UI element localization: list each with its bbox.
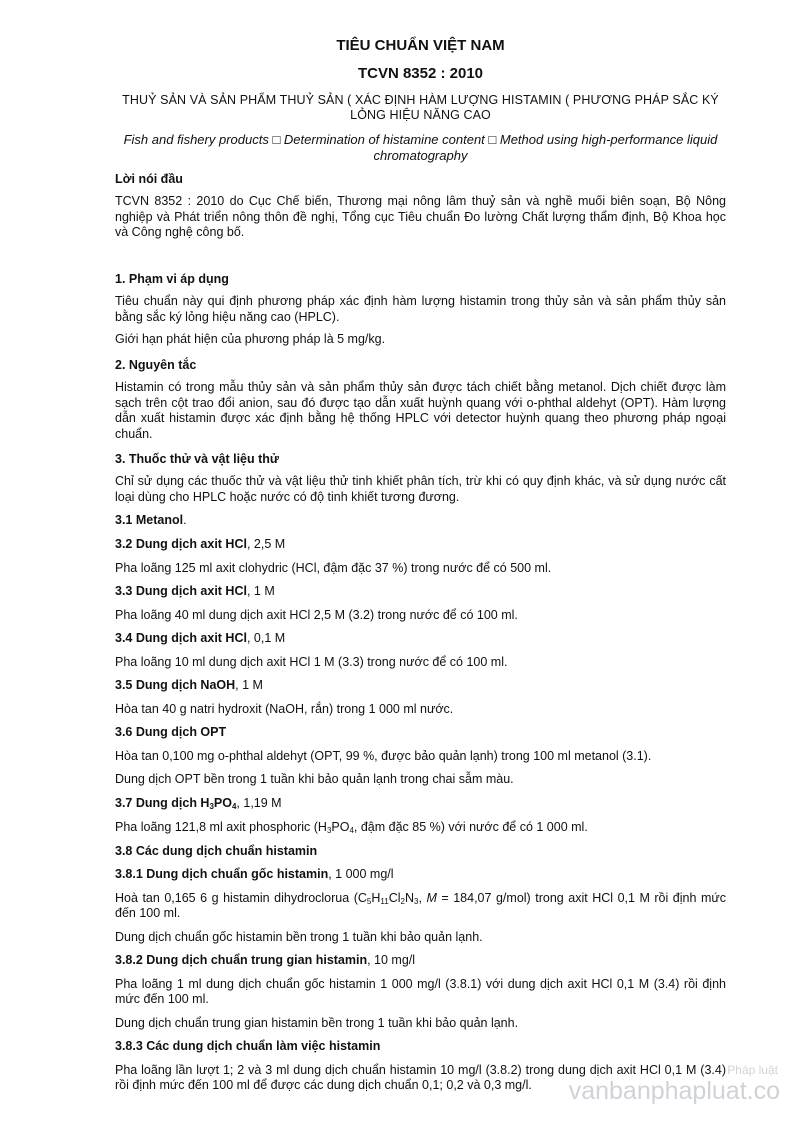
section-1-paragraph-2: Giới hạn phát hiện của phương pháp là 5 mg/kg. (115, 332, 386, 346)
subsection-3-8-heading: 3.8 Các dung dịch chuẩn histamin (115, 844, 318, 858)
foreword-heading: Lời nói đầu (115, 172, 183, 186)
section-2-heading: 2. Nguyên tắc (115, 358, 197, 372)
subsection-3-8-2-paragraph-2: Dung dịch chuẩn trung gian histamin bền trong 1 tuần khi bảo quản lạnh. (115, 1015, 519, 1030)
subsection-3-2-concentration: , 2,5 M (246, 537, 286, 551)
foreword-section (115, 171, 726, 241)
section-2-paragraph: Histamin có trong mẫu thủy sản và sản phẩm thủy sản được tách chiết bằng metanol. Dịch chiết được làm sạch trên cột trao đổi anion, sau đó được tạo dẫn xuất huỳnh quang với o-phthal aldehyt (OPT). Hàm lượng dẫn xuất histamin được xác định bằng hệ thống HPLC với detector huỳnh quang theo phương pháp ngoại chuẩn. (115, 380, 726, 441)
subsection-3-3-heading: 3.3 Dung dịch axit HCl (115, 584, 247, 598)
subsection-3-8 (115, 843, 726, 859)
section-3-heading: 3. Thuốc thử và vật liệu thử (115, 452, 279, 466)
english-title: Fish and fishery products □ Determination of histamine content □ Method using high-performance liquid chromatography (123, 132, 718, 163)
subsection-3-8-2 (115, 953, 726, 1031)
subsection-3-5-paragraph: Hòa tan 40 g natri hydroxit (NaOH, rắn) trong 1 000 ml nước. (115, 701, 454, 716)
subsection-3-3 (115, 584, 726, 623)
section-1 (115, 271, 726, 348)
section-1-paragraph-1: Tiêu chuẩn này qui định phương pháp xác định hàm lượng histamin trong thủy sản và sản phẩm thủy sản bằng sắc ký lỏng hiệu năng cao (HPLC). (115, 294, 726, 324)
subsection-3-5-heading: 3.5 Dung dịch NaOH (115, 678, 236, 692)
subsection-3-4-paragraph: Pha loãng 10 ml dung dịch axit HCl 1 M (3.3) trong nước để có 100 ml. (115, 654, 508, 669)
subsection-3-8-2-heading: 3.8.2 Dung dịch chuẩn trung gian histamin (115, 953, 368, 967)
subsection-3-4-concentration: , 0,1 M (246, 631, 286, 645)
standard-code: TCVN 8352 : 2010 (357, 65, 484, 82)
subsection-3-1-heading: 3.1 Metanol (115, 513, 184, 527)
subsection-3-3-concentration: , 1 M (246, 584, 275, 598)
subsection-3-5-concentration: , 1 M (235, 678, 263, 692)
watermark-small-text: Pháp luật (727, 1063, 778, 1077)
watermark-site-name: vanbanphapluat.co (568, 1077, 780, 1105)
vietnamese-title: THUỶ SẢN VÀ SẢN PHẨM THUỶ SẢN ( XÁC ĐỊNH HÀM LƯỢNG HISTAMIN ( PHƯƠNG PHÁP SẮC KÝ LỎNG HIỆU NĂNG CAO (122, 93, 719, 122)
subsection-3-8-2-paragraph: Pha loãng 1 ml dung dịch chuẩn gốc histamin 1 000 mg/l (3.8.1) với dung dịch axit HCl 0,1 M (3.4) rồi định mức đến 100 ml. (115, 976, 726, 1006)
subsection-3-8-1-heading: 3.8.1 Dung dịch chuẩn gốc histamin (115, 867, 329, 881)
subsection-3-8-1-paragraph-2: Dung dịch chuẩn gốc histamin bền trong 1 tuần khi bảo quản lạnh. (115, 929, 483, 944)
subsection-3-7-heading: 3.7 Dung dịch $H_3PO_4$ (115, 796, 237, 811)
subsection-3-8-3-paragraph: Pha loãng lần lượt 1; 2 và 3 ml dung dịch chuẩn histamin 10 mg/l (3.8.2) trong dung dịch axit HCl 0,1 M (3.4) rồi định mức đến 100 ml để được các dung dịch chuẩn 0,1; 0,2 và 0,3 mg/l. (115, 1062, 726, 1092)
subsection-3-4 (115, 631, 726, 670)
subsection-3-7-paragraph: Pha loãng 121,8 ml axit phosphoric ($H_3PO_4$, đậm đặc 85 %) với nước để có 1 000 ml. (115, 819, 588, 835)
section-2 (115, 357, 726, 442)
subsection-3-6-paragraph-2: Dung dịch OPT bền trong 1 tuần khi bảo quản lạnh trong chai sẫm màu. (115, 772, 514, 786)
subsection-3-8-1 (115, 867, 726, 945)
subsection-3-1 (115, 513, 726, 529)
section-1-heading: 1. Phạm vi áp dụng (115, 272, 229, 286)
subsection-3-3-paragraph: Pha loãng 40 ml dung dịch axit HCl 2,5 M (3.2) trong nước để có 100 ml. (115, 607, 518, 622)
subsection-3-1-suffix: . (183, 513, 187, 527)
section-3 (115, 451, 726, 505)
subsection-3-7-concentration: , 1,19 M (236, 796, 282, 810)
subsection-3-6-paragraph-1: Hòa tan 0,100 mg o-phthal aldehyt (OPT, 99 %, được bảo quản lạnh) trong 100 ml metanol (3.1). (115, 748, 652, 763)
subsection-3-2-heading: 3.2 Dung dịch axit HCl (115, 537, 247, 551)
subsection-3-8-1-paragraph: Hoà tan 0,165 6 g histamin dihydroclorua ($C_5H_{11}Cl_2N_3$, M = 184,07 g/mol) trong axit HCl 0,1 M rồi định mức đến 100 ml. (115, 890, 726, 920)
foreword-text: TCVN 8352 : 2010 do Cục Chế biến, Thương mại nông lâm thuỷ sản và nghề muối biên soạn, Bộ Nông nghiệp và Phát triển nông thôn đề nghị, Tổng cục Tiêu chuẩn Đo lường Chất lượng thẩm định, Bộ Khoa học và Công nghệ công bố. (115, 194, 726, 239)
subsection-3-6 (115, 725, 726, 788)
subsection-3-4-heading: 3.4 Dung dịch axit HCl (115, 631, 247, 645)
subsection-3-2 (115, 537, 726, 576)
subsection-3-5 (115, 678, 726, 717)
document-page (115, 36, 726, 1092)
subsection-3-8-1-concentration: , 1 000 mg/l (328, 867, 394, 881)
subsection-3-8-3-heading: 3.8.3 Các dung dịch chuẩn làm việc histamin (115, 1039, 381, 1053)
subsection-3-7 (115, 796, 726, 835)
subsection-3-2-paragraph: Pha loãng 125 ml axit clohydric (HCl, đậm đặc 37 %) trong nước để có 500 ml. (115, 560, 552, 575)
subsection-3-8-2-concentration: , 10 mg/l (367, 953, 416, 967)
section-3-paragraph: Chỉ sử dụng các thuốc thử và vật liệu thử tinh khiết phân tích, trừ khi có quy định khác, và sử dụng nước cất loại dùng cho HPLC hoặc nước có độ tinh khiết tương đương. (115, 474, 726, 504)
standard-title: TIÊU CHUẨN VIỆT NAM (336, 37, 505, 54)
subsection-3-6-heading: 3.6 Dung dịch OPT (115, 725, 227, 739)
